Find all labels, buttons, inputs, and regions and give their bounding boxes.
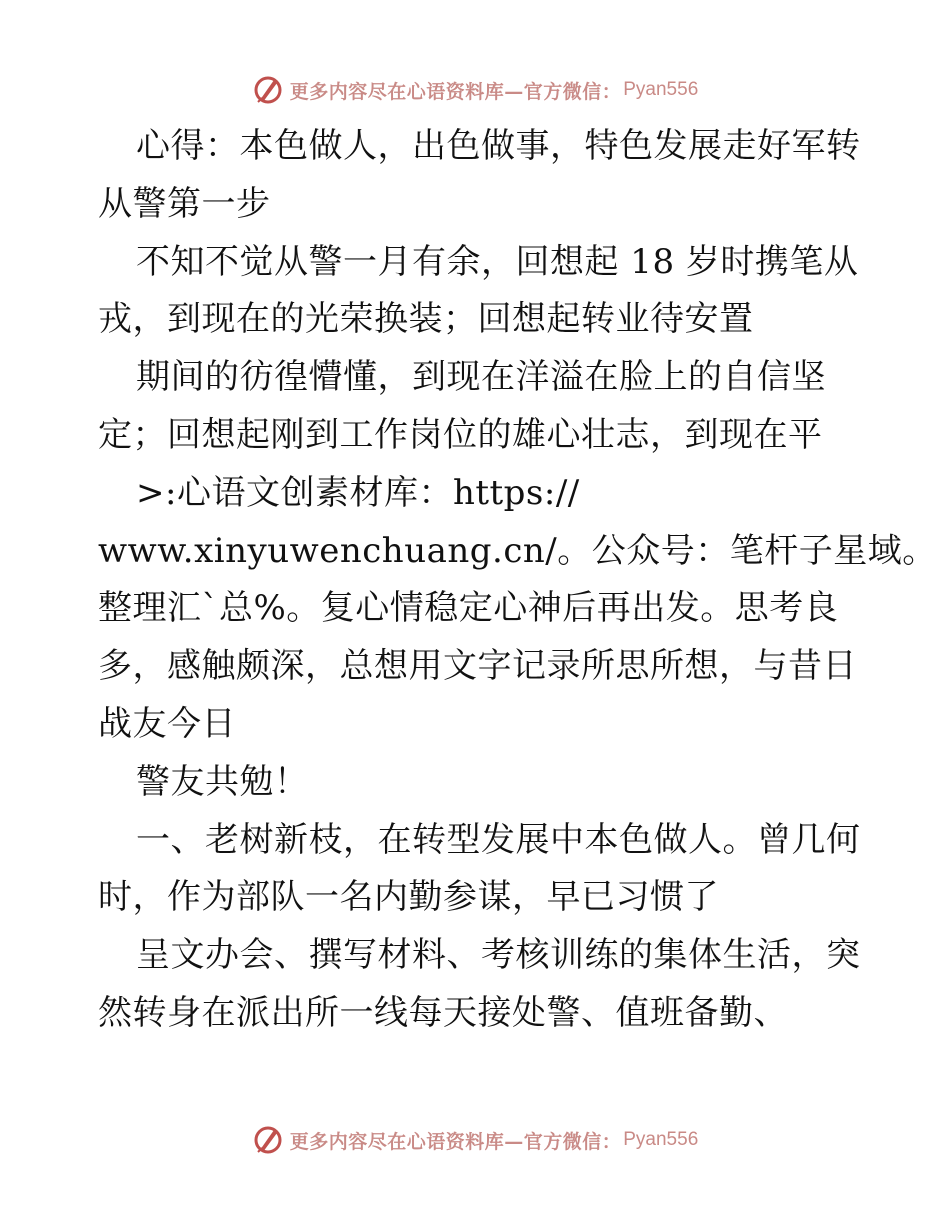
banner-text: 更多内容尽在心语资料库—官方微信： bbox=[289, 1130, 622, 1153]
banner-text: 更多内容尽在心语资料库—官方微信： bbox=[289, 80, 622, 103]
quill-pen-circle-icon bbox=[252, 74, 284, 106]
text-line: 定；回想起刚到工作岗位的雄心壮志，到现在平 bbox=[98, 414, 823, 455]
document-body bbox=[98, 118, 937, 1043]
text-line: 不知不觉从警一月有余，回想起 18 岁时携笔从 bbox=[136, 241, 859, 282]
text-line: >:心语文创素材库：https:// bbox=[136, 472, 580, 513]
text-line: 戎，到现在的光荣换装；回想起转业待安置 bbox=[98, 299, 754, 340]
header-banner bbox=[0, 70, 950, 110]
footer-banner bbox=[0, 1120, 950, 1160]
text-line: 一、老树新枝，在转型发展中本色做人。曾几何 bbox=[136, 819, 861, 860]
text-line: 整理汇`总%。复心情稳定心神后再出发。思考良 bbox=[98, 588, 839, 629]
text-line: 时，作为部队一名内勤参谋，早已习惯了 bbox=[98, 877, 719, 918]
banner-wechat-id: Pyan556 bbox=[623, 79, 699, 100]
text-line: 然转身在派出所一线每天接处警、值班备勤、 bbox=[98, 992, 788, 1033]
text-line: 呈文办会、撰写材料、考核训练的集体生活，突 bbox=[136, 935, 861, 976]
text-line: 期间的彷徨懵懂，到现在洋溢在脸上的自信坚 bbox=[136, 357, 826, 398]
text-line: 警友共勉！ bbox=[136, 761, 309, 802]
quill-pen-circle-icon bbox=[252, 1124, 284, 1156]
text-line: 战友今日 bbox=[98, 703, 236, 744]
text-line: 多，感触颇深，总想用文字记录所思所想，与昔日 bbox=[98, 646, 857, 687]
text-line: 心得：本色做人，出色做事，特色发展走好军转 bbox=[136, 126, 861, 166]
text-line: www.xinyuwenchuang.cn/。公众号：笔杆子星域。 bbox=[98, 530, 937, 571]
banner-wechat-id: Pyan556 bbox=[623, 1129, 699, 1150]
text-line: 从警第一步 bbox=[98, 183, 271, 224]
